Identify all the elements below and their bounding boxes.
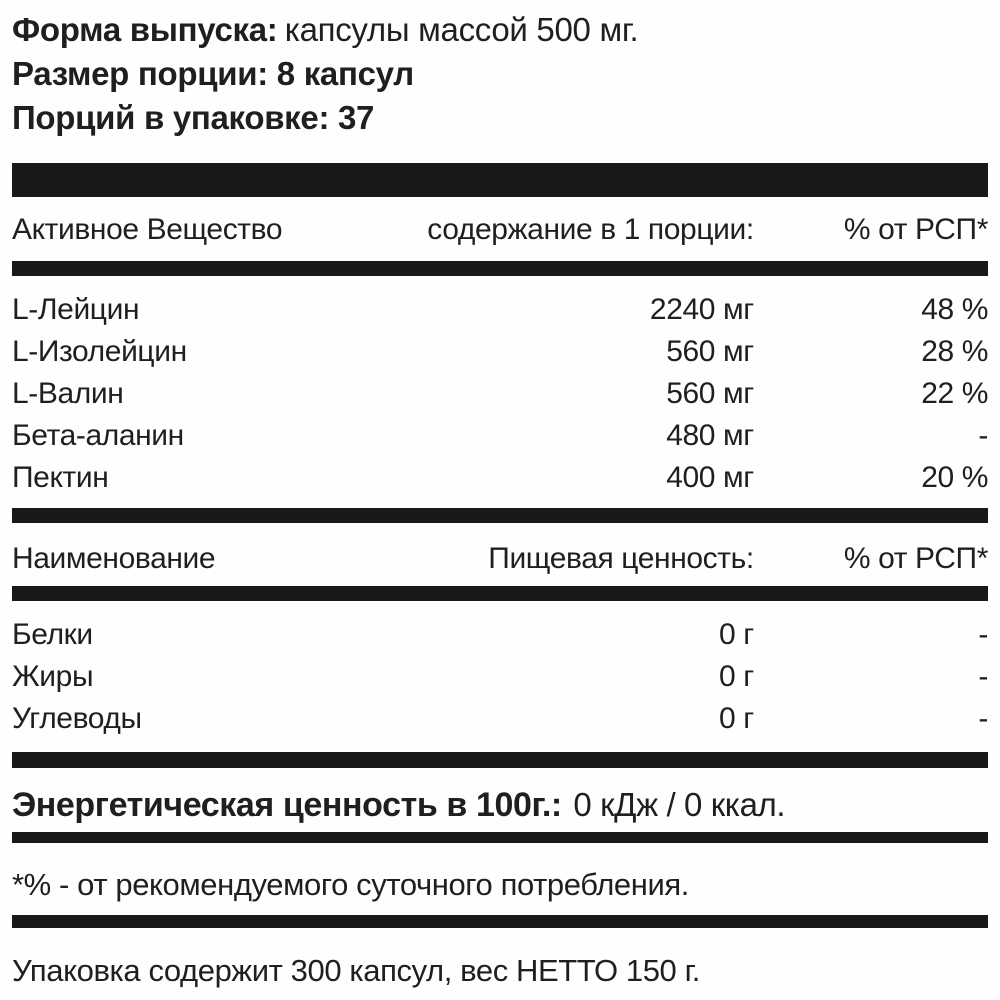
release-form-value: капсулы массой 500 мг.: [284, 11, 639, 48]
substance-amount: 560 мг: [666, 335, 754, 368]
active-table-body: [12, 289, 988, 499]
package-contents-line: Упаковка содержит 300 капсул, вес НЕТТО 150 г.: [12, 953, 700, 988]
substance-rsp: 28 %: [921, 335, 988, 368]
nutrition-table-body: [12, 614, 988, 740]
substance-amount: 2240 мг: [649, 293, 754, 326]
nutrient-rsp: -: [978, 702, 988, 735]
divider-bar: [12, 586, 988, 601]
active-table-header: [12, 209, 988, 251]
active-header-name: Активное Вещество: [12, 213, 283, 246]
table-row: [12, 656, 988, 698]
table-row: [12, 289, 988, 331]
product-info: [12, 8, 988, 140]
energy-label: Энергетическая ценность в 100г.:: [12, 786, 562, 824]
substance-name: L-Изолейцин: [12, 335, 187, 368]
nutrient-amount: 0 г: [719, 702, 754, 735]
rsp-footnote: *% - от рекомендуемого суточного потребления.: [12, 867, 689, 902]
substance-amount: 560 мг: [666, 377, 754, 410]
nutrient-name: Жиры: [12, 660, 94, 693]
nutrient-name: Белки: [12, 618, 93, 651]
table-row: [12, 457, 988, 499]
divider-bar-thick: [12, 163, 988, 197]
substance-amount: 400 мг: [666, 461, 754, 494]
divider-bar: [12, 261, 988, 276]
active-header-rsp: % от РСП*: [843, 213, 988, 246]
table-row: [12, 698, 988, 740]
substance-rsp: -: [978, 419, 988, 452]
energy-value: 0 кДж / 0 ккал.: [573, 786, 786, 823]
nutrition-table-header: [12, 538, 988, 580]
divider-bar: [12, 832, 988, 843]
divider-bar: [12, 752, 988, 768]
divider-bar: [12, 508, 988, 523]
servings-per-pack-line: Порций в упаковке: 37: [12, 99, 375, 136]
table-row: [12, 415, 988, 457]
divider-bar: [12, 915, 988, 928]
substance-name: Бета-аланин: [12, 419, 184, 452]
table-row: [12, 614, 988, 656]
substance-name: Пектин: [12, 461, 109, 494]
serving-size-line: Размер порции: 8 капсул: [12, 55, 414, 92]
release-form-line: [12, 8, 988, 52]
substance-rsp: 22 %: [921, 377, 988, 410]
substance-name: L-Лейцин: [12, 293, 140, 326]
substance-rsp: 20 %: [921, 461, 988, 494]
substance-amount: 480 мг: [666, 419, 754, 452]
nutrient-rsp: -: [978, 660, 988, 693]
nutrition-header-amount: Пищевая ценность:: [488, 542, 754, 575]
table-row: [12, 331, 988, 373]
nutrient-amount: 0 г: [719, 618, 754, 651]
nutrient-rsp: -: [978, 618, 988, 651]
nutrient-name: Углеводы: [12, 702, 142, 735]
energy-line: [12, 784, 988, 826]
table-row: [12, 373, 988, 415]
substance-rsp: 48 %: [921, 293, 988, 326]
release-form-label: Форма выпуска:: [12, 11, 278, 48]
substance-name: L-Валин: [12, 377, 124, 410]
nutrition-header-rsp: % от РСП*: [843, 542, 988, 575]
nutrition-header-name: Наименование: [12, 542, 216, 575]
nutrient-amount: 0 г: [719, 660, 754, 693]
active-header-amount: содержание в 1 порции:: [427, 213, 754, 246]
